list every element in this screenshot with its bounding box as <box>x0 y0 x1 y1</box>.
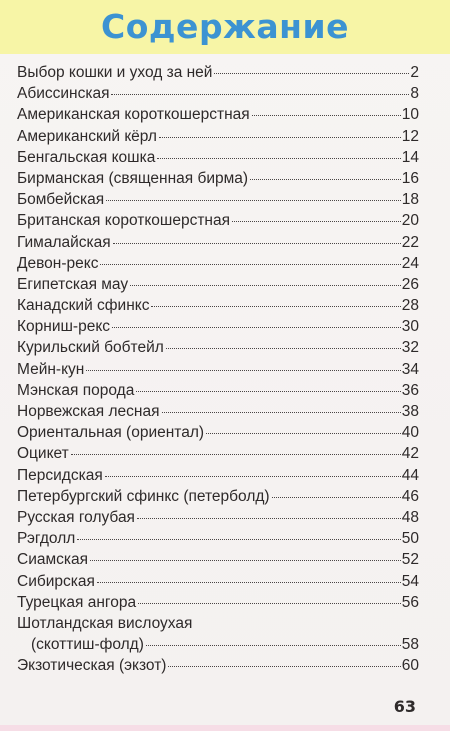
toc-dot-leader <box>232 221 401 222</box>
toc-dot-leader <box>272 497 401 498</box>
toc-entry-page: 30 <box>401 318 419 336</box>
toc-dot-leader <box>166 348 401 349</box>
toc-entry-label: Бирманская (священная бирма) <box>17 169 249 187</box>
toc-dot-leader <box>252 115 401 116</box>
toc-entry-label: Мейн-кун <box>17 360 85 378</box>
toc-entry-label: Девон-рекс <box>17 254 99 272</box>
toc-entry <box>17 655 419 676</box>
toc-dot-leader <box>214 73 409 74</box>
toc-dot-leader <box>157 158 400 159</box>
toc-entry-page: 42 <box>401 445 419 463</box>
toc-dot-leader <box>137 518 401 519</box>
toc-entry-label: Абиссинская <box>17 85 110 103</box>
toc-entry <box>17 232 419 253</box>
toc-entry-label: Бомбейская <box>17 191 105 209</box>
toc-entry-label: Рэгдолл <box>17 530 76 548</box>
bottom-strip <box>0 725 450 731</box>
toc-entry-label: Бенгальская кошка <box>17 148 156 166</box>
toc-entry-page: 36 <box>401 381 419 399</box>
toc-dot-leader <box>71 454 401 455</box>
toc-entry <box>17 359 419 380</box>
toc-entry <box>17 104 419 125</box>
toc-entry <box>17 253 419 274</box>
toc-dot-leader <box>138 603 401 604</box>
toc-entry <box>17 507 419 528</box>
toc-entry-page: 28 <box>401 297 419 315</box>
toc-entry-page: 48 <box>401 508 419 526</box>
toc-entry-label: Сибирская <box>17 572 95 590</box>
toc-dot-leader <box>113 243 401 244</box>
toc-entry-page: 20 <box>401 212 419 230</box>
toc-entry-page: 26 <box>401 275 419 293</box>
toc-dot-leader <box>136 391 400 392</box>
toc-entry-label: Мэнская порода <box>17 381 135 399</box>
toc-entry-page: 44 <box>401 466 419 484</box>
toc-entry <box>17 571 419 592</box>
toc-entry-page: 18 <box>401 191 419 209</box>
toc-entry-label: Турецкая ангора <box>17 593 137 611</box>
toc-dot-leader <box>146 645 401 646</box>
toc-entry-page: 24 <box>401 254 419 272</box>
toc-entry-page: 10 <box>401 106 419 124</box>
toc-entry <box>17 486 419 507</box>
toc-entry-label: Сиамская <box>17 551 89 569</box>
toc-entry-page: 14 <box>401 148 419 166</box>
toc-entry-label: Петербургский сфинкс (петерболд) <box>17 487 270 505</box>
toc-dot-leader <box>106 200 401 201</box>
toc-dot-leader <box>86 370 400 371</box>
toc-dot-leader <box>105 476 401 477</box>
toc-entry-page: 32 <box>401 339 419 357</box>
toc-entry <box>17 634 419 655</box>
toc-entry-label: Норвежская лесная <box>17 403 160 420</box>
toc-entry-label: Канадский сфинкс <box>17 297 150 315</box>
toc-entry-page: 58 <box>401 636 419 654</box>
toc-entry-page: 56 <box>401 593 419 611</box>
toc-dot-leader <box>162 412 401 413</box>
toc-entry-page: 22 <box>401 233 419 251</box>
toc-entry <box>17 62 419 83</box>
toc-entry <box>17 592 419 613</box>
toc-entry-label: Египетская мау <box>17 275 129 293</box>
toc-dot-leader <box>206 433 401 434</box>
toc-entry <box>17 549 419 570</box>
toc-entry-label: Гималайская <box>17 233 111 251</box>
toc-entry <box>17 401 419 422</box>
toc-entry-label: Американская короткошерстная <box>17 106 250 124</box>
toc-entry <box>17 528 419 549</box>
toc-entry-label: Американский кёрл <box>17 127 157 145</box>
toc-dot-leader <box>130 285 401 286</box>
toc-entry-page: 16 <box>401 169 419 187</box>
toc-entry-page: 52 <box>401 551 419 569</box>
toc-dot-leader <box>90 560 401 561</box>
toc-entry-page: 38 <box>401 403 419 420</box>
toc-entry <box>17 443 419 464</box>
toc-entry <box>17 295 419 316</box>
toc-entry-page: 46 <box>401 487 419 505</box>
toc-dot-leader <box>77 539 400 540</box>
toc-entry-label: Ориентальная (ориентал) <box>17 424 205 442</box>
toc-dot-leader <box>112 327 401 328</box>
page-number: 63 <box>393 697 416 716</box>
table-of-contents <box>17 62 419 676</box>
toc-entry <box>17 274 419 295</box>
toc-entry-label: Курильский бобтейл <box>17 339 164 357</box>
toc-entry <box>17 189 419 210</box>
toc-entry-label: (скоттиш-фолд) <box>31 636 144 654</box>
toc-entry-label: Русская голубая <box>17 508 135 526</box>
toc-entry <box>17 126 419 147</box>
toc-dot-leader <box>97 582 401 583</box>
toc-entry-page: 2 <box>410 64 419 81</box>
toc-dot-leader <box>250 179 401 180</box>
toc-entry-page: 54 <box>401 572 419 590</box>
toc-entry-page: 60 <box>401 657 419 675</box>
toc-entry-label: Корниш-рекс <box>17 318 111 336</box>
toc-entry-page: 8 <box>410 85 419 103</box>
toc-dot-leader <box>168 666 400 667</box>
toc-entry-label: Британская короткошерстная <box>17 212 230 230</box>
toc-entry <box>17 465 419 486</box>
toc-entry <box>17 422 419 443</box>
toc-dot-leader <box>100 264 400 265</box>
toc-entry-label: Персидская <box>17 466 103 484</box>
toc-dot-leader <box>111 94 409 95</box>
toc-entry-page: 12 <box>401 127 419 145</box>
toc-entry <box>17 613 419 634</box>
toc-entry <box>17 83 419 104</box>
toc-entry-page: 34 <box>401 360 419 378</box>
toc-entry <box>17 147 419 168</box>
toc-entry <box>17 380 419 401</box>
page-title: Содержание <box>101 7 349 46</box>
toc-entry <box>17 210 419 231</box>
toc-entry <box>17 337 419 358</box>
toc-entry-label: Выбор кошки и уход за ней <box>17 64 213 81</box>
toc-entry-page: 40 <box>401 424 419 442</box>
toc-entry-page: 50 <box>401 530 419 548</box>
toc-entry-label: Экзотическая (экзот) <box>17 657 167 675</box>
toc-dot-leader <box>159 137 401 138</box>
toc-entry <box>17 316 419 337</box>
toc-entry-label: Оцикет <box>17 445 69 463</box>
toc-entry-label: Шотландская вислоухая <box>17 614 193 632</box>
toc-entry <box>17 168 419 189</box>
toc-dot-leader <box>151 306 400 307</box>
